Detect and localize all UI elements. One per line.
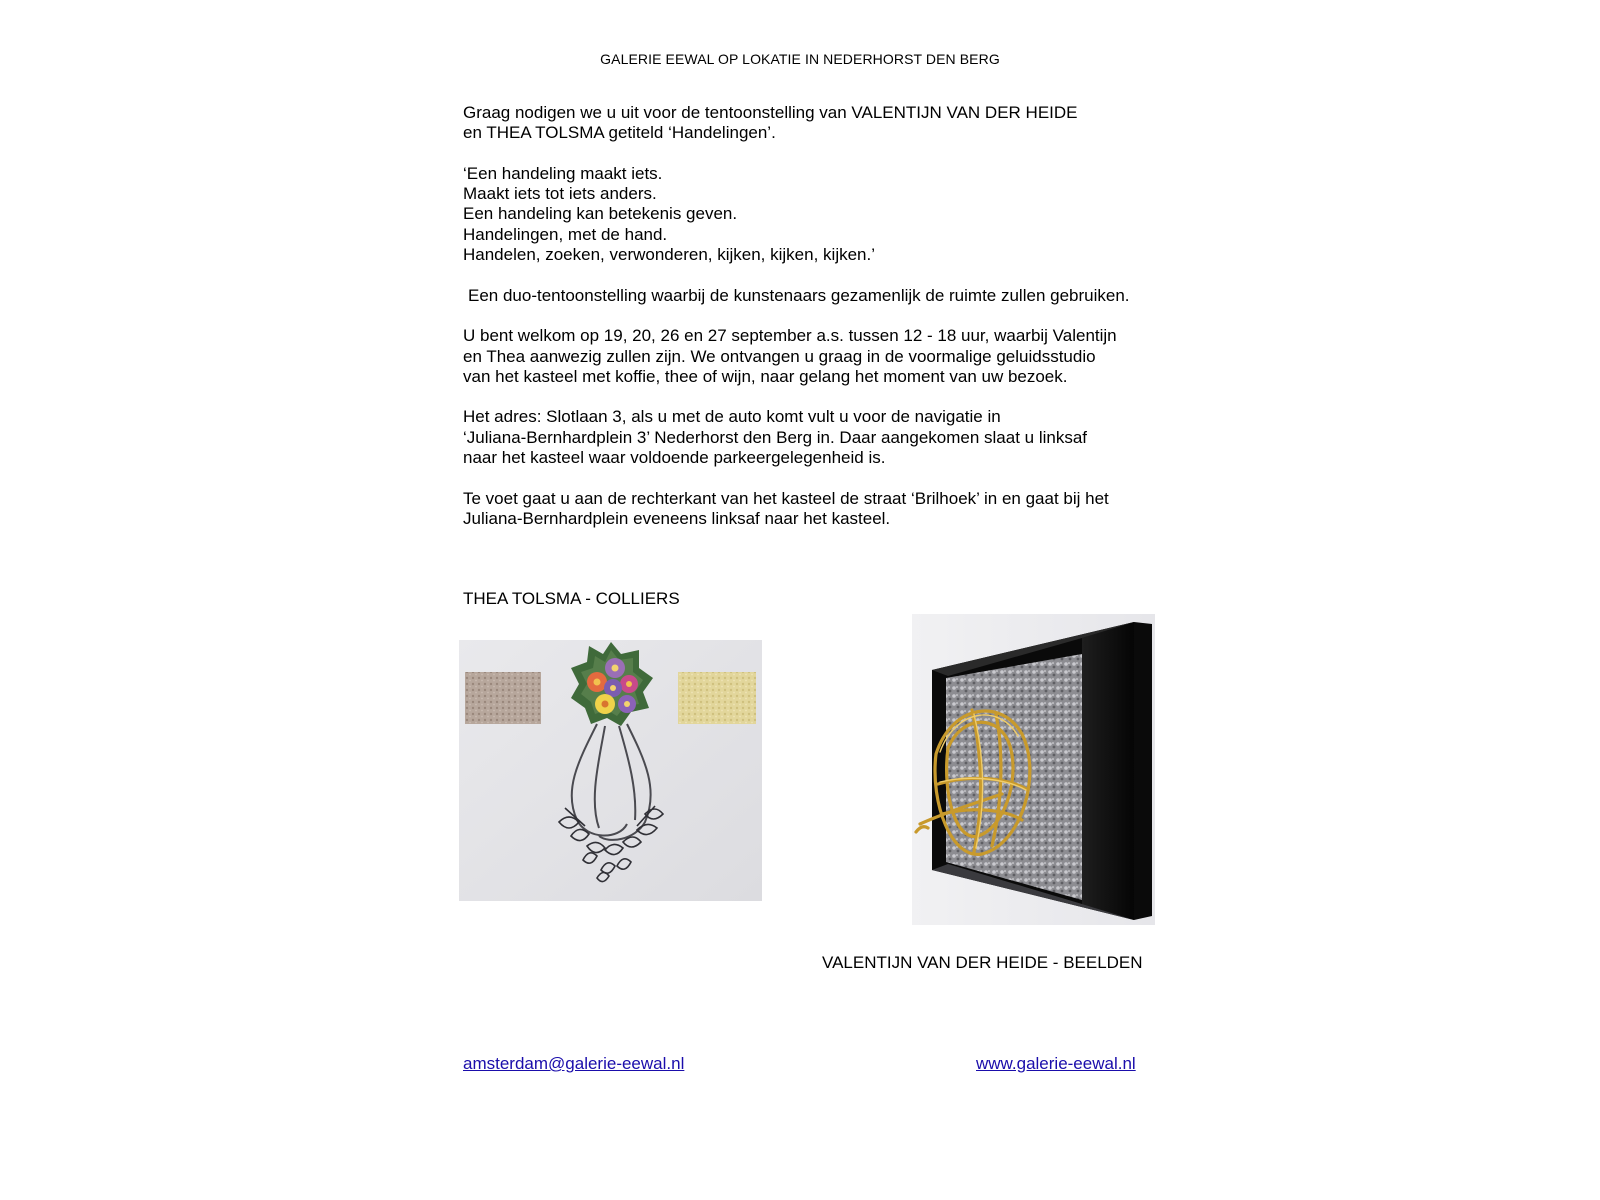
website-link[interactable]: www.galerie-eewal.nl — [976, 1054, 1136, 1073]
duo-paragraph: Een duo-tentoonstelling waarbij de kunstenaars gezamenlijk de ruimte zullen gebruiken. — [468, 285, 1130, 305]
beelden-artwork-image — [912, 614, 1155, 925]
address-paragraph: Het adres: Slotlaan 3, als u met de auto komt vult u voor de navigatie in ‘Juliana-Bernhardplein 3’ Nederhorst den Berg in. Daar aangekomen slaat u linksaf naar het kasteel waar voldoende parkeergelegenheid is. — [463, 407, 1088, 468]
welcome-paragraph: U bent welkom op 19, 20, 26 en 27 september a.s. tussen 12 - 18 uur, waarbij Valentijn en Thea aanwezig zullen zijn. We ontvangen u graag in de voormalige geluidsstudio van het kasteel met koffie, thee of wijn, naar gelang het moment van uw bezoek. — [463, 326, 1117, 386]
email-link[interactable]: amsterdam@galerie-eewal.nl — [463, 1054, 685, 1073]
colliers-artwork-image — [459, 640, 762, 901]
page-title: GALERIE EEWAL OP LOKATIE IN NEDERHORST DEN BERG — [600, 51, 1000, 67]
intro-paragraph: Graag nodigen we u uit voor de tentoonstelling van VALENTIJN VAN DER HEIDE en THEA TOLSMA getiteld ‘Handelingen’. — [463, 103, 1078, 143]
thea-tolsma-caption: THEA TOLSMA - COLLIERS — [463, 589, 680, 608]
invitation-text — [463, 103, 1183, 550]
valentijn-caption: VALENTIJN VAN DER HEIDE - BEELDEN — [822, 953, 1143, 972]
poem-paragraph: ‘Een handeling maakt iets. Maakt iets tot iets anders. Een handeling kan betekenis geven. Handelingen, met de hand. Handelen, zoeken, verwonderen, kijken, kijken, kijken.’ — [463, 163, 876, 265]
walking-paragraph: Te voet gaat u aan de rechterkant van het kasteel de straat ‘Brilhoek’ in en gaat bij het Juliana-Bernhardplein eveneens linksaf naar het kasteel. — [463, 488, 1109, 528]
